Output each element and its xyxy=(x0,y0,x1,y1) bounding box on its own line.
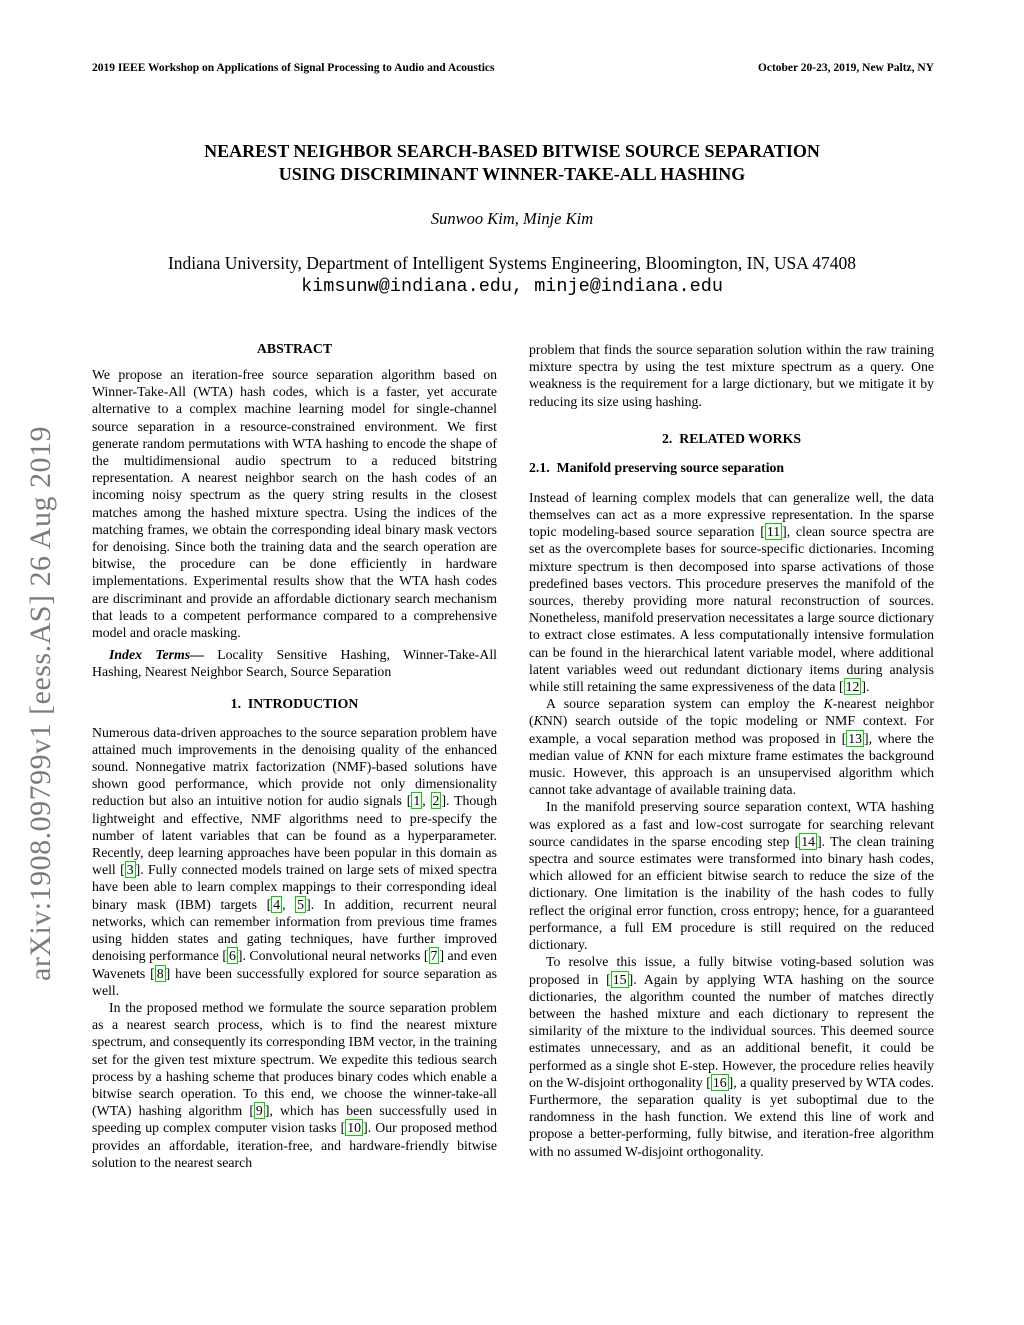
related-paragraph-1: Instead of learning complex models that can generalize well, the data themselves can act as a more expressive representation. In the sparse topic modeling-based source separation [ 11 ], clean source spectra are set as the overcomplete bases for source-specific dictionaries. Incoming mixture spectrum is then decomposed into sparse activations of those predefined bases vectors. This procedure preserves the manifold of the sources, thereby providing more natural reconstruction of sources. Nonetheless, manifold preservation necessitates a large source dictionary to extract close estimates. A less computationally intensive formulation can be found in the hierarchical latent variable model, where additional latent variables weed out redundant dictionary items during analysis while still retaining the same expressiveness of the data [ 12 ]. xyxy=(529,489,934,695)
section-2-heading: 2. RELATED WORKS xyxy=(661,430,802,446)
title-block xyxy=(0,0,1024,297)
citation-link[interactable]: 14 xyxy=(801,833,816,849)
section-1-heading: 1. INTRODUCTION xyxy=(230,695,359,711)
citation-link[interactable]: 7 xyxy=(430,948,438,964)
left-column xyxy=(92,341,497,1171)
intro-paragraph-2: In the proposed method we formulate the source separation problem as a nearest search process, which is to find the nearest mixture spectrum, and consequently its corresponding IBM vector, in the training set for the given test mixture spectrum. We expedite this tedious search process by a hashing scheme that produces binary codes which enable a bitwise search operation. To this end, we choose the winner-take-all (WTA) hashing algorithm [ 9 ], which has been successfully used in speeding up complex computer vision tasks [ 10 ]. Our proposed method provides an affordable, iteration-free, and hardware-friendly bitwise solution to the nearest search xyxy=(92,999,497,1170)
related-paragraph-4: To resolve this issue, a fully bitwise voting-based solution was proposed in [ 15 ]. Again by applying WTA hashing on the source dictionaries, the algorithm counted the number of matches directly between the hashed mixture and each dictionary to represent the similarity of the mixture to the individual sources. This deemed source estimates unnecessary, and as an additional benefit, it could be performed as a single shot E-step. However, the procedure relies heavily on the W-disjoint orthogonality [ 16 ], a quality preserved by WTA codes. Furthermore, the separation quality is yet suboptimal due to the randomness in the hash function. We extend this line of work and propose a better-performing, fully bitwise, and iteration-free algorithm with no assumed W-disjoint orthogonality. xyxy=(529,954,934,1159)
citation-link[interactable]: 3 xyxy=(126,862,134,878)
related-paragraph-3: In the manifold preserving source separation context, WTA hashing was explored as a fast and low-cost surrogate for searching relevant source candidates in the sparse encoding step [ 14 ]. The clean training spectra and source estimates were transformed into binary hash codes, which allowed for an efficient bitwise search to reduce the size of the dictionary. One limitation is the inability of the hash codes to fully reflect the original error function, cross entropy; hence, for a guaranteed performance, a full EM procedure is still required on the reduced dictionary. xyxy=(529,799,935,953)
citation-link[interactable]: 6 xyxy=(228,948,236,964)
abstract-text: We propose an iteration-free source separation algorithm based on Winner-Take-All (WTA) hash codes, which is a faster, yet accurate alternative to a complex machine learning model for single-channel source separation in a resource-constrained environment. We first generate random permutations with WTA hashing to encode the shape of the multidimensional audio spectrum to a reduced bitstring representation. A nearest neighbor search on the hash codes of an incoming noisy spectrum as the query string results in the closest matches among the hashed mixture spectra. Using the indices of the matching frames, we obtain the corresponding ideal binary mask vectors for denoising. Since both the training data and the search operation are bitwise, the procedure can be done efficiently in hardware implementations. Experimental results show that the WTA hash codes are discriminant and provide an affordable dictionary search mechanism that leads to a competent performance compared to a comprehensive model and oracle masking. xyxy=(92,367,497,641)
citation-link[interactable]: 4 xyxy=(273,896,281,912)
related-paragraph-2: A source separation system can employ the K-nearest neighbor (KNN) search outside of the topic modeling or NMF context. For example, a vocal separation method was proposed in [ 13 ], where the median value of KNN for each mixture frame estimates the background music. However, this approach is an unsupervised algorithm which cannot take advantage of available training data. xyxy=(529,696,934,798)
right-column xyxy=(529,341,934,1171)
intro-paragraph-1: Numerous data-driven approaches to the source separation problem have attained much improvements in the denoising quality of the enhanced sound. Nonnegative matrix factorization (NMF)-based solutions have shown good performance, which provide not only dimensionality reduction but also an intuitive notion for audio signals [ 1 , 2 ]. Though lightweight and effective, NMF algorithms need to pre-specify the number of latent variables that can be found as a hyperparameter. Recently, deep learning approaches have been popular in this domain as well [ 3 ]. Fully connected models trained on large sets of mixed spectra have been able to learn complex mappings to their corresponding ideal binary mask (IBM) targets [ 4 , 5 ]. In addition, recurrent neural networks, which can remember information from previous time frames using hidden states and gating techniques, have further improved denoising performance [ 6 ]. Convolutional neural networks [ 7 ] and even Wavenets [ 8 ] have been successfully explored for source separation as well. xyxy=(92,724,498,998)
citation-link[interactable]: 12 xyxy=(845,679,860,695)
citation-link[interactable]: 8 xyxy=(156,965,164,981)
citation-link[interactable]: 2 xyxy=(432,793,440,809)
paper-title xyxy=(0,140,1024,186)
subsection-2-1-heading: 2.1. Manifold preserving source separation xyxy=(529,459,785,475)
citation-link[interactable]: 15 xyxy=(612,971,627,987)
citation-link[interactable]: 16 xyxy=(712,1074,727,1090)
author-emails: kimsunw@indiana.edu, minje@indiana.edu xyxy=(301,276,723,297)
citation-link[interactable]: 13 xyxy=(848,730,862,746)
affiliation: Indiana University, Department of Intelligent Systems Engineering, Bloomington, IN, USA 47408 xyxy=(167,253,857,273)
body-columns xyxy=(92,341,934,1171)
paper-title-line-1: NEAREST NEIGHBOR SEARCH-BASED BITWISE SOURCE SEPARATION xyxy=(204,141,820,161)
citation-link[interactable]: 10 xyxy=(347,1120,362,1136)
paper-title-line-2: USING DISCRIMINANT WINNER-TAKE-ALL HASHING xyxy=(278,164,746,184)
abstract-heading: ABSTRACT xyxy=(256,341,333,356)
header-conference-date-location: October 20-23, 2019, New Paltz, NY xyxy=(757,62,934,74)
citation-link[interactable]: 11 xyxy=(766,524,781,540)
citation-link[interactable]: 1 xyxy=(413,793,421,809)
citation-link[interactable]: 9 xyxy=(255,1103,263,1119)
authors: Sunwoo Kim, Minje Kim xyxy=(430,209,594,228)
header-conference-name: 2019 IEEE Workshop on Applications of Signal Processing to Audio and Acoustics xyxy=(92,62,495,74)
citation-link[interactable]: 5 xyxy=(297,896,305,912)
intro-continued-paragraph: problem that finds the source separation solution within the raw training mixture spectra by using the test mixture spectrum as a query. One weakness is the requirement for a large dictionary, but we mitigate it by reducing its size using hashing. xyxy=(529,342,934,409)
index-terms: Index Terms— Locality Sensitive Hashing, Winner-Take-All Hashing, Nearest Neighbor Search, Source Separation xyxy=(92,647,497,680)
arxiv-watermark: arXiv:1908.09799v1 [eess.AS] 26 Aug 2019 xyxy=(24,426,57,981)
